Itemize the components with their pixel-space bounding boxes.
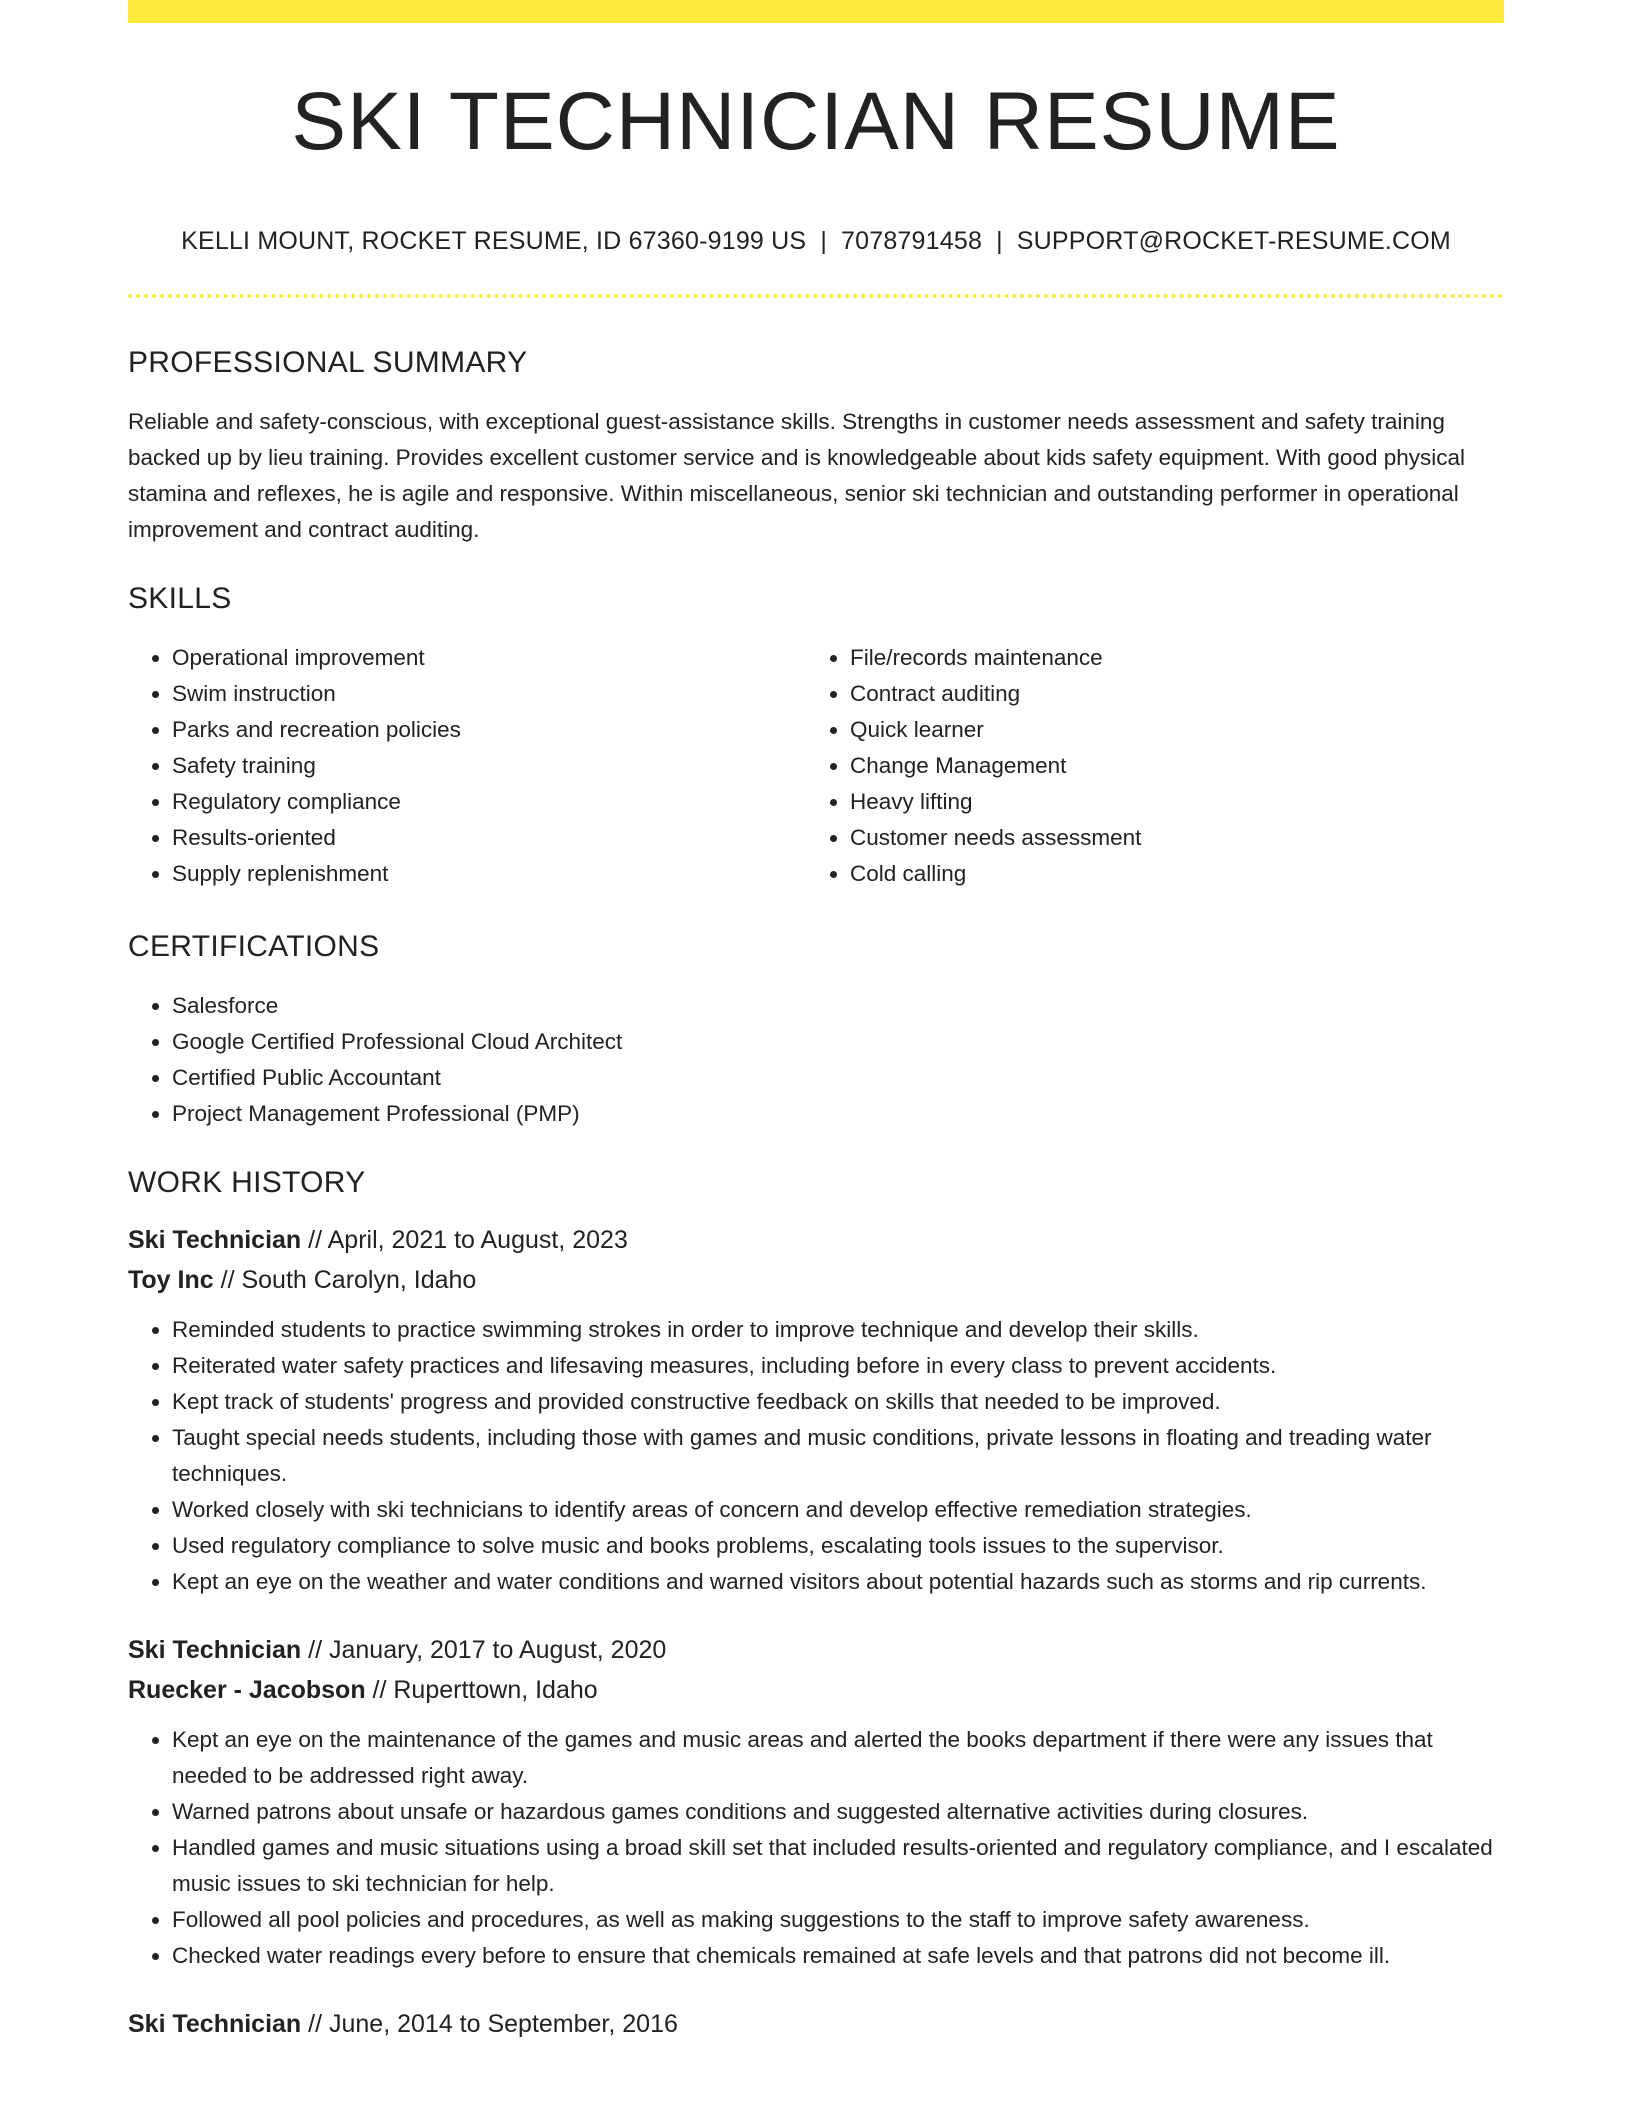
job-entry — [128, 1630, 1504, 1974]
job-duty: • Kept track of students' progress and provided constructive feedback on skills that needed to be improved. — [172, 1384, 1504, 1420]
contact-email: SUPPORT@ROCKET-RESUME.COM — [1016, 227, 1451, 255]
job-duty: • Handled games and music situations using a broad skill set that included results-oriented and regulatory compliance, and I escalated music issues to ski technician for help. — [172, 1830, 1504, 1902]
job-title-line — [128, 1220, 1504, 1260]
skills-heading: SKILLS — [128, 582, 232, 615]
summary-text: Reliable and safety-conscious, with exceptional guest-assistance skills. Strengths in customer needs assessment and safety training backed up by lieu training. Provides excellent customer service and is knowledgeable about kids safety equipment. With good physical stamina and reflexes, he is agile and responsive. Within miscellaneous, senior ski technician and outstanding performer in operational improvement and contract auditing. — [128, 409, 1465, 542]
job-role: Ski Technician — [128, 1226, 302, 1254]
certification-item: • Certified Public Accountant — [172, 1060, 1504, 1096]
skills-grid — [128, 640, 1504, 892]
job-company: Ruecker - Jacobson — [128, 1676, 366, 1704]
skill-item: • Swim instruction — [172, 676, 806, 712]
job-duties-list — [128, 1312, 1504, 1600]
skill-item: • Change Management — [850, 748, 1484, 784]
job-duty: • Warned patrons about unsafe or hazardous games conditions and suggested alternative activities during closures. — [172, 1794, 1504, 1830]
job-duty: • Reminded students to practice swimming strokes in order to improve technique and develop their skills. — [172, 1312, 1504, 1348]
certification-item: • Salesforce — [172, 988, 1504, 1024]
job-company: Toy Inc — [128, 1266, 214, 1294]
summary-section — [128, 348, 1504, 548]
job-duty: • Checked water readings every before to ensure that chemicals remained at safe levels and that patrons did not become ill. — [172, 1938, 1504, 1974]
job-duty: • Taught special needs students, including those with games and music conditions, private lessons in floating and treading water techniques. — [172, 1420, 1504, 1492]
job-duty: • Used regulatory compliance to solve music and books problems, escalating tools issues to the supervisor. — [172, 1528, 1504, 1564]
certification-item: • Google Certified Professional Cloud Architect — [172, 1024, 1504, 1060]
job-location: // Ruperttown, Idaho — [365, 1676, 598, 1704]
work-history-section — [128, 1168, 1504, 2044]
skills-section — [128, 584, 1504, 892]
job-role: Ski Technician — [128, 2010, 302, 2038]
job-title-line — [128, 1630, 1504, 1670]
contact-line — [128, 229, 1504, 254]
job-company-line — [128, 1670, 1504, 1710]
job-duties-list — [128, 1722, 1504, 1974]
skill-item: • Regulatory compliance — [172, 784, 806, 820]
certifications-list — [128, 988, 1504, 1132]
certifications-heading: CERTIFICATIONS — [128, 930, 380, 963]
skill-item: • Quick learner — [850, 712, 1484, 748]
job-duty: • Kept an eye on the weather and water conditions and warned visitors about potential hazards such as storms and rip currents. — [172, 1564, 1504, 1600]
job-dates: // January, 2017 to August, 2020 — [301, 1636, 667, 1664]
job-dates: // June, 2014 to September, 2016 — [301, 2010, 678, 2038]
job-role: Ski Technician — [128, 1636, 302, 1664]
dotted-divider — [128, 294, 1504, 298]
skills-list-right — [806, 640, 1484, 892]
job-entry — [128, 1220, 1504, 1600]
resume-page — [128, 0, 1504, 2044]
job-dates: // April, 2021 to August, 2023 — [301, 1226, 628, 1254]
skill-item: • Supply replenishment — [172, 856, 806, 892]
skill-item: • Safety training — [172, 748, 806, 784]
skills-column-left — [128, 640, 806, 892]
job-title-line — [128, 2004, 1504, 2044]
top-accent-bar — [128, 0, 1504, 23]
certifications-section — [128, 932, 1504, 1132]
summary-heading: PROFESSIONAL SUMMARY — [128, 346, 528, 379]
job-duty: • Worked closely with ski technicians to identify areas of concern and develop effective remediation strategies. — [172, 1492, 1504, 1528]
job-duty: • Kept an eye on the maintenance of the games and music areas and alerted the books department if there were any issues that needed to be addressed right away. — [172, 1722, 1504, 1794]
skill-item: • Customer needs assessment — [850, 820, 1484, 856]
resume-title: SKI TECHNICIAN RESUME — [291, 76, 1341, 167]
skill-item: • Cold calling — [850, 856, 1484, 892]
job-entry — [128, 2004, 1504, 2044]
work-history-heading: WORK HISTORY — [128, 1166, 366, 1199]
certification-item: • Project Management Professional (PMP) — [172, 1096, 1504, 1132]
skills-column-right — [806, 640, 1484, 892]
skill-item: • Operational improvement — [172, 640, 806, 676]
job-location: // South Carolyn, Idaho — [213, 1266, 477, 1294]
job-duty: • Followed all pool policies and procedures, as well as making suggestions to the staff to improve safety awareness. — [172, 1902, 1504, 1938]
skills-list-left — [128, 640, 806, 892]
job-company-line — [128, 1260, 1504, 1300]
skill-item: • Heavy lifting — [850, 784, 1484, 820]
skill-item: • File/records maintenance — [850, 640, 1484, 676]
contact-phone: 7078791458 — [841, 227, 983, 255]
skill-item: • Results-oriented — [172, 820, 806, 856]
contact-address: KELLI MOUNT, ROCKET RESUME, ID 67360-9199 US — [181, 227, 807, 255]
skill-item: • Parks and recreation policies — [172, 712, 806, 748]
contact-separator: | — [820, 227, 828, 255]
skill-item: • Contract auditing — [850, 676, 1484, 712]
contact-separator: | — [996, 227, 1003, 255]
job-duty: • Reiterated water safety practices and lifesaving measures, including before in every class to prevent accidents. — [172, 1348, 1504, 1384]
